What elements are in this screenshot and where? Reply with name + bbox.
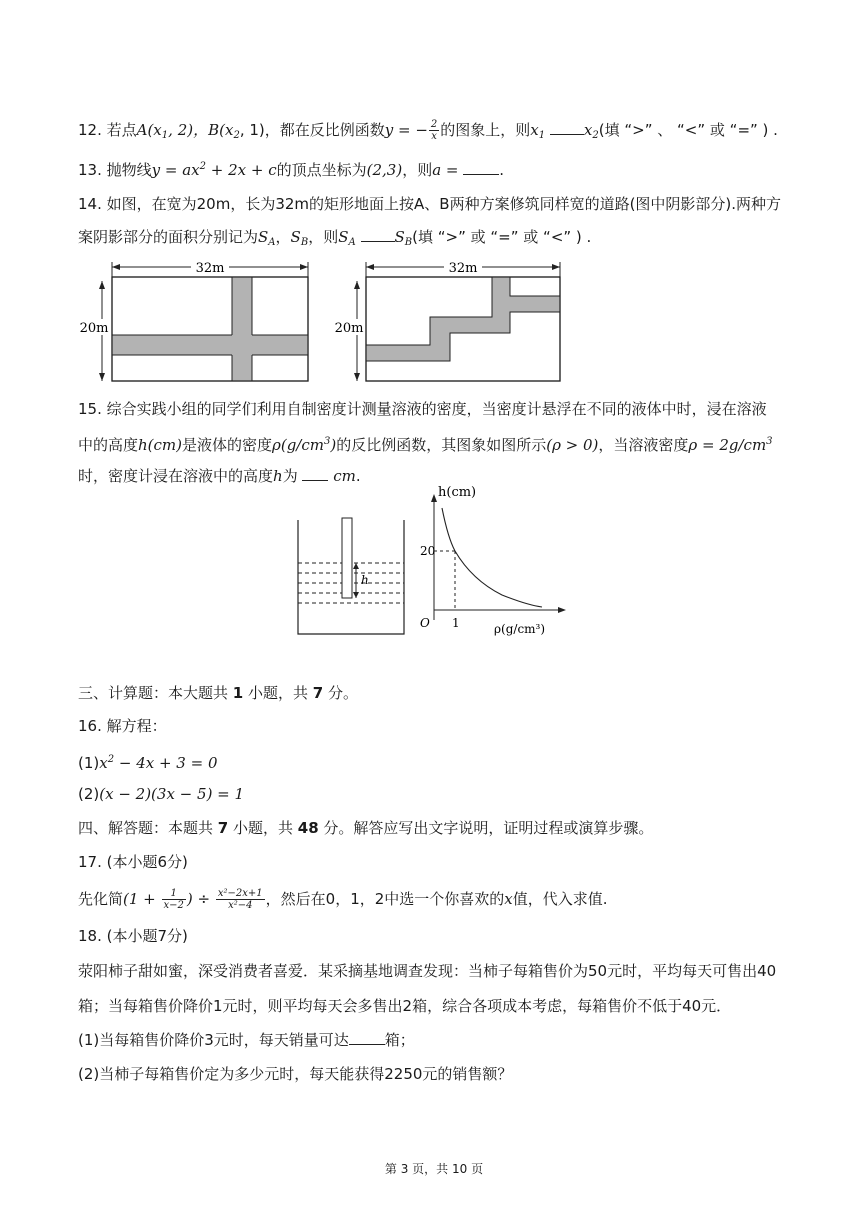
- question-16-part1: $(1)x^2 - 4x + 3 = 0$: [78, 754, 218, 772]
- question-18-line2: 箱；当每箱售价降价1元时，则平均每天会多售出2箱，综合各项成本考虑，每箱售价不低于40元．: [78, 997, 732, 1015]
- question-18-part2: (2)当柿子每箱售价定为多少元时，每天能获得2250元的销售额？: [78, 1065, 513, 1083]
- y-tick-20: 20: [420, 544, 436, 558]
- height-label: 20m: [79, 321, 109, 336]
- section-4-heading: 四、解答题：本题共 7 小题，共 48 分。解答应写出文字说明，证明过程或演算步骤。: [78, 819, 654, 837]
- question-18-line1: 荥阳柿子甜如蜜，深受消费者喜爱．某采摘基地调查发现：当柿子每箱售价为50元时，平均每天可售出40: [78, 962, 777, 980]
- origin-label: O: [420, 616, 430, 630]
- figure-inverse-graph: [412, 480, 572, 645]
- width-label: 32m: [195, 261, 225, 276]
- hyperbola-curve: [442, 508, 542, 607]
- height-label: 20m: [334, 321, 364, 336]
- figure-plan-b: [330, 260, 570, 385]
- question-18-title: 18. (本小题7分): [78, 927, 188, 945]
- density-meter-stick: [342, 518, 352, 598]
- section-3-heading: 三、计算题：本大题共 1 小题，共 7 分。: [78, 684, 358, 702]
- question-18-part1: (1)当每箱售价降价3元时，每天销量可达 箱；: [78, 1031, 415, 1049]
- x-tick-1: 1: [452, 616, 460, 630]
- answer-blank[interactable]: [463, 160, 499, 175]
- rectangle-ground: [112, 277, 308, 381]
- question-17-title: 17. (本小题6分): [78, 853, 188, 871]
- page-footer: 第 3 页，共 10 页: [384, 1162, 484, 1176]
- answer-blank[interactable]: [550, 120, 584, 135]
- y-axis-label: h(cm): [438, 485, 477, 500]
- x-axis-label: ρ(g/cm³): [494, 622, 546, 636]
- horizontal-road: [112, 335, 308, 355]
- vertical-road: [232, 277, 252, 381]
- figure-density-meter: [290, 510, 410, 640]
- answer-blank[interactable]: [349, 1030, 385, 1045]
- h-label: h: [361, 573, 369, 587]
- answer-blank[interactable]: [302, 466, 328, 481]
- question-16-part2: (2)(x − 2)(3x − 5) = 1: [78, 785, 245, 803]
- answer-blank[interactable]: [361, 227, 395, 242]
- question-14-line2: 案阴影部分的面积分别记为$S_A$，$S_B$，则$S_A$ $S_B$(填 “>” 或 “=” 或 “<” ) .: [78, 228, 592, 248]
- question-15-line2: 中的高度h(cm)是液体的密度$\rho(g/cm^3)$的反比例函数，其图象如图所示(ρ > 0)，当溶液密度$\rho = 2g/cm^3$: [78, 436, 773, 454]
- question-13: 13. 抛物线$y = ax^2 + 2x + c$的顶点坐标为(2,3)，则a = .: [78, 161, 505, 179]
- question-15-line1: 15. 综合实践小组的同学们利用自制密度计测量溶液的密度，当密度计悬浮在不同的液体中时，浸在溶液: [78, 400, 767, 418]
- question-16-title: 16. 解方程：: [78, 717, 167, 735]
- question-15-line3: 时，密度计浸在溶液中的高度h为 cm.: [78, 467, 361, 485]
- figure-plan-a: [78, 260, 318, 385]
- question-14-line1: 14. 如图，在宽为20m，长为32m的矩形地面上按A、B两种方案修筑同样宽的道路(图中阴影部分).两种方: [78, 195, 782, 213]
- question-12: 12. 若点$A(x_1$, 2)，$B(x_2$, 1)，都在反比例函数y = − $\frac{2}{x}$ 的图象上，则$x_1$ $x_2$(填 “>” 、 “<” 或 “=” ) .: [78, 119, 778, 142]
- width-label: 32m: [448, 261, 478, 276]
- question-17-body: 先化简(1 + $\frac{1}{x-2}$ ) ÷ $\frac{\text{x²−2x+1}}{\text{x²−4}}$ ，然后在0，1，2中选一个你喜欢的x值，代入求值.: [78, 888, 608, 911]
